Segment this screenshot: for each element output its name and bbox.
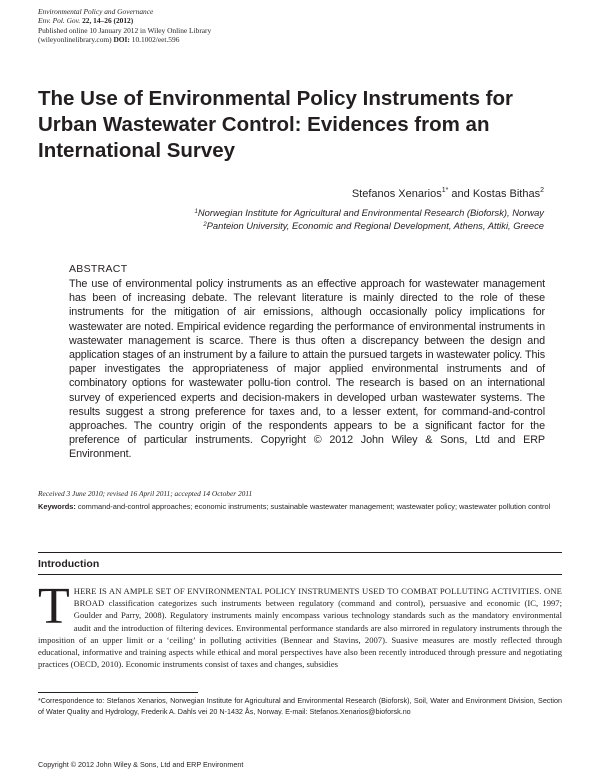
doi-line [38, 35, 338, 44]
introduction-body [38, 578, 562, 670]
lead-in-caps: HERE IS AN AMPLE SET OF ENVIRONMENTAL POLICY INSTRUMENTS USED TO COMBAT POLLUTING ACTIVITIES. ONE BROAD [73, 586, 562, 609]
affiliation-2-text: Panteion University, Economic and Regional Development, Athens, Attiki, Greece [206, 220, 544, 231]
section-rule-bottom [38, 574, 562, 575]
section-rule-top [38, 552, 562, 553]
author-1: Stefanos Xenarios [351, 188, 442, 200]
introduction-paragraph [38, 578, 562, 670]
journal-name: Environmental Policy and Governance [38, 7, 154, 16]
keywords-text: command-and-control approaches; economic instruments; sustainable wastewater management; wastewater policy; wastewater pollution control [77, 502, 551, 511]
journal-citation-details: 22, 14–26 (2012) [82, 16, 134, 26]
keywords [38, 501, 562, 514]
author-1-mark: 1* [441, 187, 449, 194]
correspondence-footnote: *Correspondence to: Stefanos Xenarios, Norwegian Institute for Agricultural and Environmental Research (Bioforsk), Soil, Water and Environment Division, Section of Water Quality and Hydrology, Frederik A. Dahls vei 20 N-1432 Ås, Norway. E-mail: Stefanos.Xenarios@bioforsk.no [38, 696, 562, 716]
introduction-text: classification categorizes such instruments between regulatory (command and control), persuasive and economic (IC, 1997; Goulder and Parry, 2008). Regulatory instruments mainly encompass various technology standards such as the mandatory environmental audit and the introduction of filtering devices. Environmental performance standards are also mirrored in regulatory instruments through the imposition of an upper limit or a ‘ceiling’ in polluting activities (Bennear and Stavins, 2007). Suasive measures are mostly reflected through educational, informative and training aspects while ethical and moral perspectives have also been recently introduced through pressure and negotiating practices (OECD, 2010). Economic instruments consist of taxes and changes, subsidies [38, 598, 562, 670]
journal-header [38, 7, 338, 44]
author-2: Kostas Bithas [472, 188, 541, 200]
drop-cap: T [38, 578, 70, 635]
affiliation-1-text: Norwegian Institute for Agricultural and Environmental Research (Bioforsk), Norway [197, 207, 544, 218]
library-url[interactable]: (wileyonlinelibrary.com) [38, 34, 112, 44]
affiliations [195, 206, 545, 232]
author-line [352, 188, 544, 200]
affiliation-1 [195, 206, 545, 219]
affiliation-2-mark: 2 [203, 222, 207, 228]
doi-value[interactable]: 10.1002/eet.596 [131, 34, 180, 44]
abstract-heading: ABSTRACT [69, 263, 128, 275]
abstract-section [69, 263, 545, 462]
paper-title: The Use of Environmental Policy Instruments for Urban Wastewater Control: Evidences from an International Survey [38, 87, 514, 162]
abstract-text: The use of environmental policy instruments as an effective approach for wastewater management has been of increasing debate. The relevant literature is mainly directed to the role of these instruments for the mitigation of air emissions, although occasionally policy implications for wastewater are noted. Empirical evidence regarding the performance of environmental instruments in wastewater management is scarce. There is thus often a discrepancy between the design and application stages of an instrument by a failure to attain the pursued targets in wastewater policy. This paper investigates the appropriateness of major applied environmental instruments and of combinatory options for wastewater pollu-tion control. The research is based on an international survey of experienced experts and decision-makers in developed urban wastewater systems. The results suggest a strong preference for taxes and, to a lesser extent, for command-and-control approaches. The country origin of the respondents appears to be a significant factor for the preference of particular instruments. Copyright © 2012 John Wiley & Sons, Ltd and ERP Environment. [69, 278, 545, 461]
introduction-heading: Introduction [38, 558, 100, 570]
doi-label: DOI: [113, 34, 130, 44]
affiliation-2 [195, 219, 545, 232]
journal-citation [38, 16, 338, 25]
affiliation-1-mark: 1 [194, 209, 198, 215]
footnote-rule [38, 692, 198, 693]
received-dates: Received 3 June 2010; revised 16 April 2011; accepted 14 October 2011 [38, 489, 253, 498]
copyright-footer: Copyright © 2012 John Wiley & Sons, Ltd and ERP Environment [38, 760, 244, 769]
author-connector: and [451, 188, 470, 200]
keywords-label: Keywords: [38, 502, 76, 511]
author-2-mark: 2 [540, 187, 544, 194]
journal-abbreviation: Env. Pol. Gov. [38, 16, 81, 26]
published-line: Published online 10 January 2012 in Wiley Online Library [38, 25, 212, 35]
